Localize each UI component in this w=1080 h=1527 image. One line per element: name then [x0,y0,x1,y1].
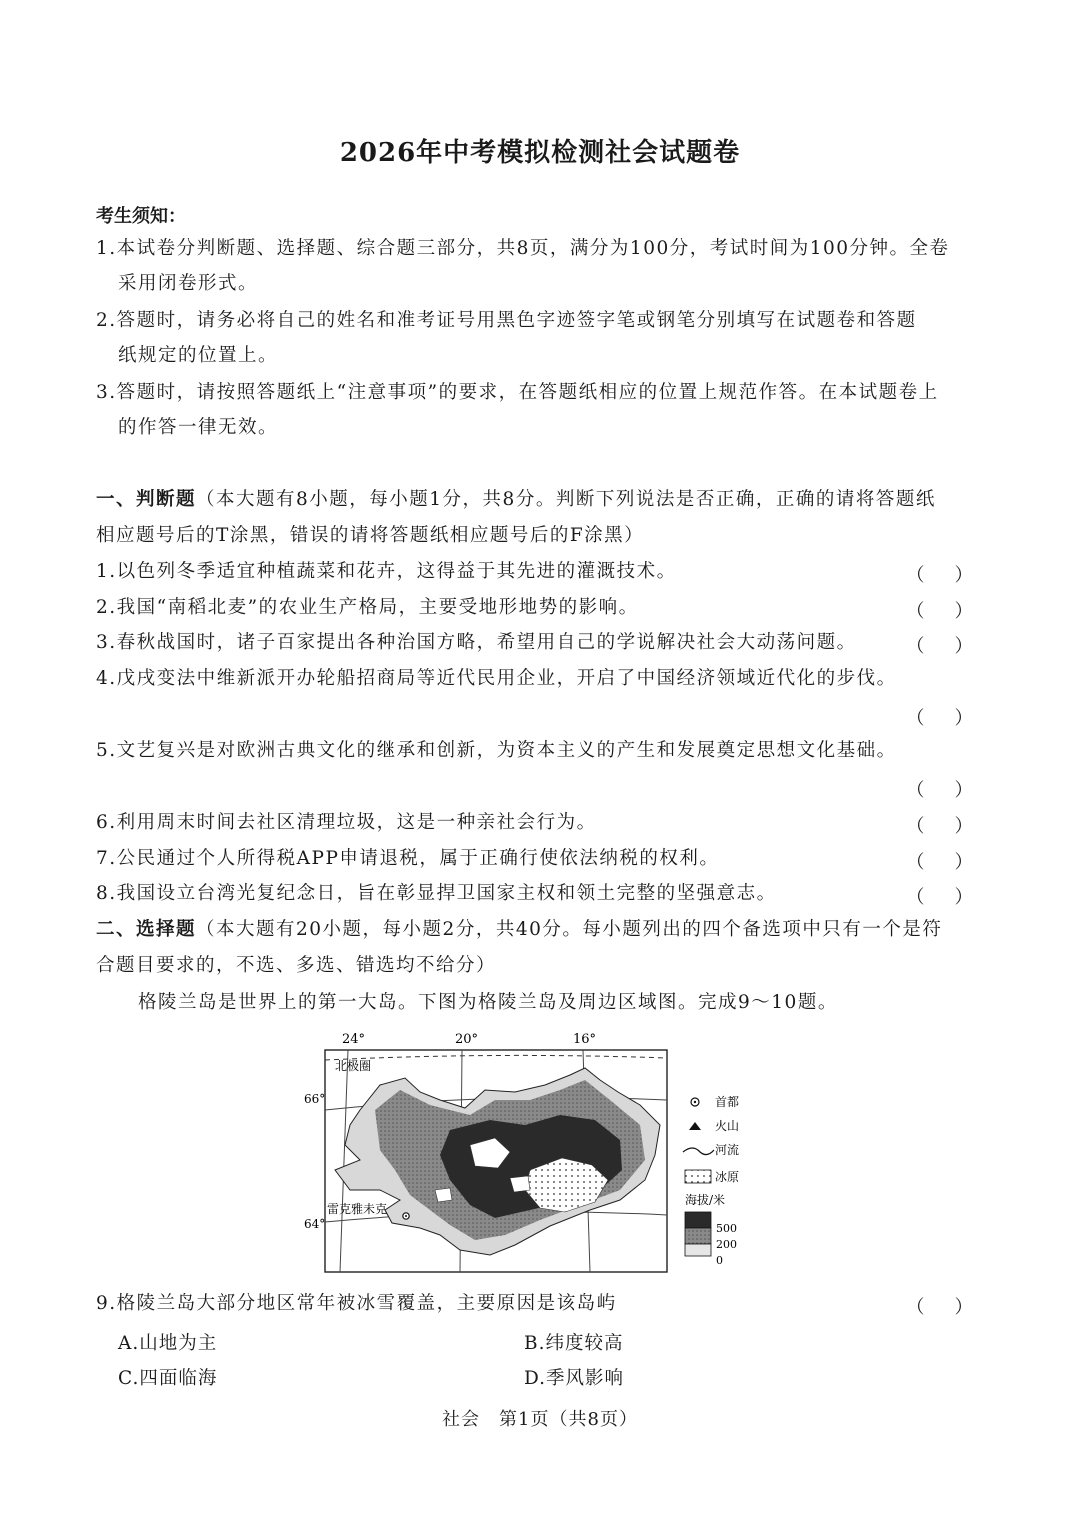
legend-elev-low [685,1244,711,1256]
section2-header [96,919,976,941]
legend-river-label: 河流 [715,1143,740,1157]
legend-elevation-title: 海拔/米 [685,1193,726,1207]
judge-question-7: 7.公民通过个人所得税APP申请退税，属于正确行使依法纳税的权利。 [96,848,720,869]
iceland-map-figure [300,1030,780,1280]
section1-desc: （本大题有8小题，每小题1分，共8分。判断下列说法是否正确，正确的请将答题纸 [196,489,936,510]
notice-line: 2.答题时，请务必将自己的姓名和准考证号用黑色字迹签字笔或钢笔分别填写在试题卷和答题 [96,310,917,331]
legend-icefield-icon [685,1170,711,1183]
option-a: A.山地为主 [118,1333,218,1354]
legend-capital-label: 首都 [715,1095,740,1109]
arctic-circle-label: 北极圈 [335,1059,372,1073]
notice-line: 纸规定的位置上。 [118,345,279,366]
notice-line: 1.本试卷分判断题、选择题、综合题三部分，共8页，满分为100分，考试时间为100分钟。全卷 [96,238,950,259]
lon-label-24: 24° [342,1032,366,1047]
capital-label: 雷克雅未克 [327,1202,388,1216]
judge-question-4: 4.戊戌变法中维新派开办轮船招商局等近代民用企业，开启了中国经济领域近代化的步伐。 [96,668,897,689]
legend-volcano-label: 火山 [715,1119,740,1133]
legend-river-icon [683,1148,714,1155]
judge-question-3: 3.春秋战国时，诸子百家提出各种治国方略，希望用自己的学说解决社会大动荡问题。 [96,632,857,653]
answer-paren: （） [906,565,1004,586]
section2-desc2: 合题目要求的，不选、多选、错选均不给分） [96,955,497,976]
legend-capital-icon-dot [694,1101,696,1103]
option-b: B.纬度较高 [524,1333,624,1354]
icefield-small [435,1188,452,1202]
answer-paren: （） [906,887,1004,908]
page-footer: 社会 第1页（共8页） [442,1409,638,1430]
map-intro: 格陵兰岛是世界上的第一大岛。下图为格陵兰岛及周边区域图。完成9～10题。 [138,992,838,1013]
page-title: 2026年中考模拟检测社会试题卷 [339,138,741,168]
section2-desc: （本大题有20小题，每小题2分，共40分。每小题列出的四个备选项中只有一个是符 [196,919,943,940]
legend-icefield-label: 冰原 [715,1170,740,1184]
lat-label-66: 66° [304,1092,326,1106]
answer-paren: （） [906,636,1004,657]
option-d: D.季风影响 [524,1368,625,1389]
choice-question-9: 9.格陵兰岛大部分地区常年被冰雪覆盖，主要原因是该岛屿 [96,1293,617,1314]
legend-elev-mid [685,1228,711,1244]
arctic-circle-line [325,1055,667,1060]
capital-marker-dot [405,1215,407,1217]
lon-label-20: 20° [455,1032,479,1047]
answer-paren: （） [906,852,1004,873]
legend-volcano-icon [689,1122,701,1130]
lon-label-16: 16° [573,1032,597,1047]
notice-heading: 考生须知： [96,206,186,227]
judge-question-8: 8.我国设立台湾光复纪念日，旨在彰显捍卫国家主权和领土完整的坚强意志。 [96,883,777,904]
lat-label-64: 64° [304,1217,326,1231]
option-c: C.四面临海 [118,1368,218,1389]
legend-elev-high [685,1212,711,1228]
legend-elev-0: 0 [716,1254,723,1267]
judge-question-6: 6.利用周末时间去社区清理垃圾，这是一种亲社会行为。 [96,812,597,833]
answer-paren: （） [906,816,1004,837]
answer-paren: （） [906,601,1004,622]
section1-header [96,489,976,511]
answer-paren: （） [906,708,1004,729]
iceland-map [300,1030,780,1280]
notice-line: 的作答一律无效。 [118,417,279,438]
section1-heading: 一、判断题 [96,489,197,510]
section2-heading: 二、选择题 [96,919,197,940]
answer-paren: （） [906,1297,1004,1318]
legend-elev-200: 200 [716,1238,737,1251]
answer-paren: （） [906,780,1004,801]
notice-line: 采用闭卷形式。 [118,273,259,294]
judge-question-1: 1.以色列冬季适宜种植蔬菜和花卉，这得益于其先进的灌溉技术。 [96,561,677,582]
judge-question-5: 5.文艺复兴是对欧洲古典文化的继承和创新，为资本主义的产生和发展奠定思想文化基础。 [96,740,897,761]
judge-question-2: 2.我国“南稻北麦”的农业生产格局，主要受地形地势的影响。 [96,597,639,618]
legend-elev-500: 500 [716,1222,737,1235]
notice-line: 3.答题时，请按照答题纸上“注意事项”的要求，在答题纸相应的位置上规范作答。在本试题卷上 [96,382,939,403]
section1-desc2: 相应题号后的T涂黑，错误的请将答题纸相应题号后的F涂黑） [96,525,645,546]
